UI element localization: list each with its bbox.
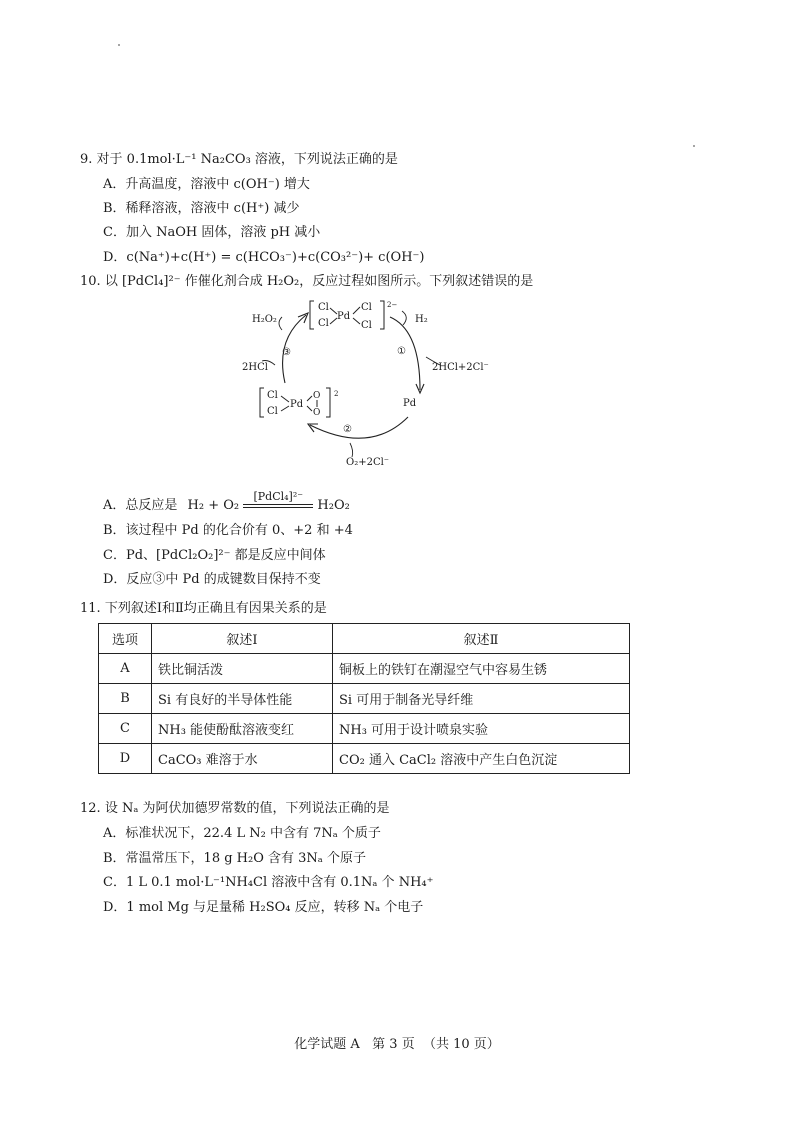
table-cell: 铜板上的铁钉在潮湿空气中容易生锈 xyxy=(333,654,630,684)
2hcl-2cl-label: 2HCl+2Cl⁻ xyxy=(432,362,489,373)
o2-2cl-label: O₂+2Cl⁻ xyxy=(346,457,390,468)
question-number: 9. xyxy=(80,152,93,167)
table-cell: CO₂ 通入 CaCl₂ 溶液中产生白色沉淀 xyxy=(333,744,630,774)
step-2-label: ② xyxy=(343,424,352,435)
table-cell: CaCO₃ 难溶于水 xyxy=(152,744,333,774)
question-10-stem xyxy=(80,270,533,289)
scan-speck xyxy=(693,145,695,147)
equation-rhs: H₂O₂ xyxy=(317,498,350,513)
pd-metal-label: Pd xyxy=(403,398,417,409)
table-cell: NH₃ 能使酚酞溶液变红 xyxy=(152,714,333,744)
catalyst-label: [PdCl₄]²⁻ xyxy=(253,490,304,503)
page-footer: 化学试题 A 第 3 页 （共 10 页） xyxy=(294,1037,500,1052)
cl-label: Cl xyxy=(361,320,372,331)
q10-option-d: D．反应③中 Pd 的成键数目保持不变 xyxy=(103,572,321,587)
h2-label: H₂ xyxy=(415,314,428,325)
arrow-step-2 xyxy=(310,417,408,438)
q12-option-a: A．标准状况下，22.4 L N₂ 中含有 7Nₐ 个质子 xyxy=(103,826,381,841)
charge-label: 2− xyxy=(387,301,398,309)
table-cell: Si 有良好的半导体性能 xyxy=(152,684,333,714)
question-number: 11. xyxy=(80,601,101,616)
equation-arrow xyxy=(243,490,313,513)
column-header: 选项 xyxy=(99,624,152,654)
table-cell: NH₃ 可用于设计喷泉实验 xyxy=(333,714,630,744)
table-row xyxy=(99,654,630,684)
table-cell: 铁比铜活泼 xyxy=(152,654,333,684)
table-cell: D xyxy=(99,744,152,774)
top-complex xyxy=(310,301,397,331)
q12-option-c: C．1 L 0.1 mol·L⁻¹NH₄Cl 溶液中含有 0.1Nₐ 个 NH₄⁺ xyxy=(103,875,434,890)
charge-label: 2 xyxy=(334,390,339,398)
h2o2-label: H₂O₂ xyxy=(252,314,277,325)
oxygen-label: O xyxy=(313,391,321,401)
question-12-stem xyxy=(80,797,389,816)
q9-option-c: C．加入 NaOH 固体，溶液 pH 减小 xyxy=(103,225,321,240)
pd-label: Pd xyxy=(290,399,304,410)
q12-option-b: B．常温常压下，18 g H₂O 含有 3Nₐ 个原子 xyxy=(103,851,366,866)
cl-label: Cl xyxy=(267,390,278,401)
question-text: 设 Nₐ 为阿伏加德罗常数的值，下列说法正确的是 xyxy=(104,801,390,816)
q10-option-b: B．该过程中 Pd 的化合价有 0、+2 和 +4 xyxy=(103,523,353,538)
table-cell: A xyxy=(99,654,152,684)
q9-option-a: A．升高温度，溶液中 c(OH⁻) 增大 xyxy=(103,177,310,192)
question-text: 以 [PdCl₄]²⁻ 作催化剂合成 H₂O₂，反应过程如图所示。下列叙述错误的是 xyxy=(104,274,534,289)
equation-lhs: H₂ + O₂ xyxy=(187,498,240,513)
table-cell: B xyxy=(99,684,152,714)
pd-label: Pd xyxy=(337,311,351,322)
step-3-label: ③ xyxy=(282,347,291,358)
question-text: 对于 0.1mol·L⁻¹ Na₂CO₃ 溶液，下列说法正确的是 xyxy=(96,152,398,167)
column-header: 叙述Ⅱ xyxy=(333,624,630,654)
question-11-stem xyxy=(80,597,327,616)
statement-table xyxy=(98,623,630,774)
q12-option-d: D．1 mol Mg 与足量稀 H₂SO₄ 反应，转移 Nₐ 个电子 xyxy=(103,900,424,915)
scan-speck xyxy=(118,44,120,46)
q9-option-b: B．稀释溶液，溶液中 c(H⁺) 减少 xyxy=(103,201,300,216)
cl-label: Cl xyxy=(361,302,372,313)
question-number: 12. xyxy=(80,801,101,816)
question-text: 下列叙述Ⅰ和Ⅱ均正确且有因果关系的是 xyxy=(104,601,327,616)
cl-label: Cl xyxy=(318,302,329,313)
q9-option-d: D．c(Na⁺)+c(H⁺) = c(HCO₃⁻)+c(CO₃²⁻)+ c(OH⁻) xyxy=(103,250,425,265)
left-complex xyxy=(260,388,338,418)
cl-label: Cl xyxy=(267,406,278,417)
oxygen-label: O xyxy=(313,408,321,418)
q10-option-a xyxy=(103,490,350,513)
table-row xyxy=(99,744,630,774)
option-a-prefix: A．总反应是 xyxy=(103,498,178,513)
table-header-row xyxy=(99,624,630,654)
question-9-stem xyxy=(80,148,398,167)
table-row xyxy=(99,684,630,714)
table-cell: Si 可用于制备光导纤维 xyxy=(333,684,630,714)
cl-label: Cl xyxy=(318,318,329,329)
catalytic-cycle-diagram xyxy=(230,295,510,475)
column-header: 叙述Ⅰ xyxy=(152,624,333,654)
q10-option-c: C．Pd、[PdCl₂O₂]²⁻ 都是反应中间体 xyxy=(103,548,326,563)
table-cell: C xyxy=(99,714,152,744)
2hcl-label: 2HCl xyxy=(242,362,268,373)
table-row xyxy=(99,714,630,744)
step-1-label: ① xyxy=(397,346,406,357)
question-number: 10. xyxy=(80,274,101,289)
